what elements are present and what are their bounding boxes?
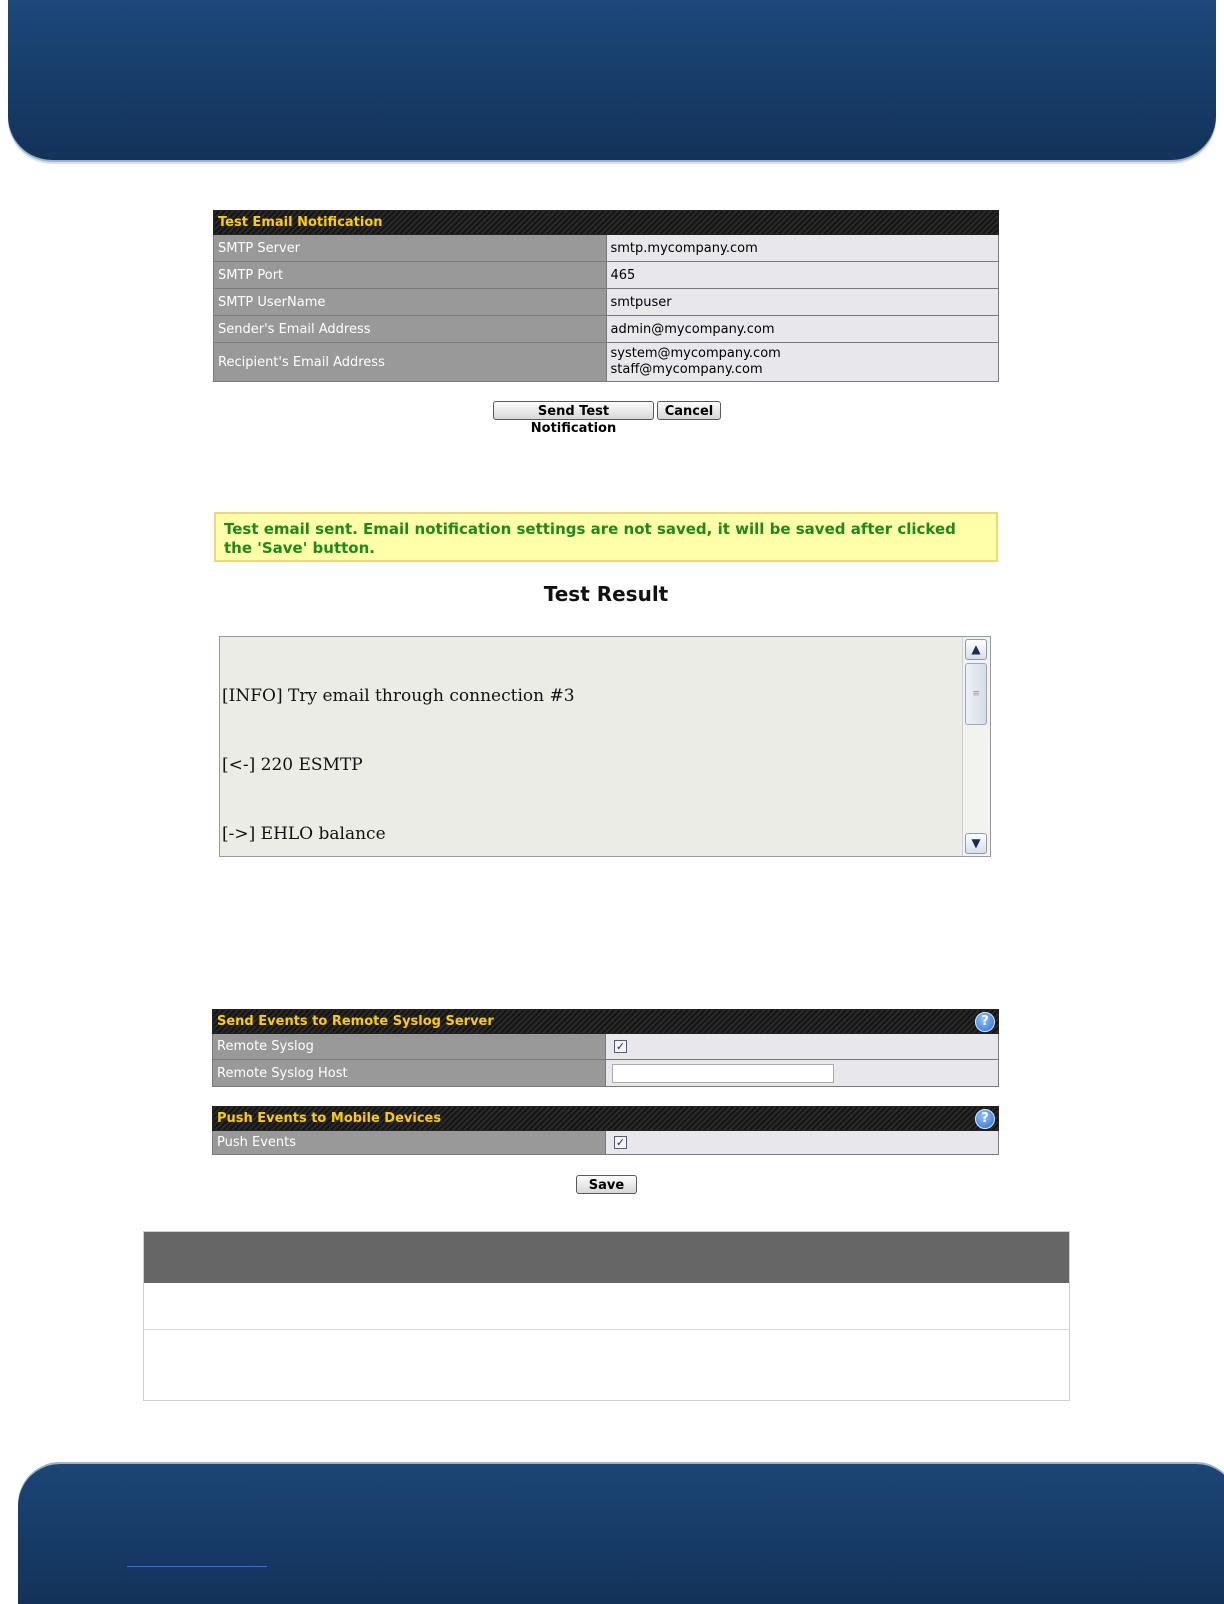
table-row — [213, 1034, 999, 1060]
chevron-down-icon[interactable]: ▼ — [965, 833, 987, 854]
empty-table-header — [144, 1232, 1069, 1283]
test-result-log[interactable] — [219, 636, 991, 857]
syslog-title: Send Events to Remote Syslog Server — [217, 1014, 494, 1029]
remote-syslog-host-label: Remote Syslog Host — [213, 1060, 606, 1087]
recipient-email-value — [606, 343, 999, 382]
remote-syslog-host-input[interactable] — [612, 1064, 834, 1083]
remote-syslog-checkbox[interactable]: ✓ — [615, 1040, 626, 1053]
cancel-button[interactable]: Cancel — [657, 401, 721, 420]
push-events-table — [212, 1106, 999, 1155]
push-title: Push Events to Mobile Devices — [217, 1111, 442, 1126]
log-scrollbar[interactable] — [962, 637, 990, 856]
chevron-up-icon[interactable]: ▲ — [965, 639, 987, 660]
log-text — [222, 639, 962, 857]
footer-link-underline[interactable] — [127, 1566, 267, 1567]
smtp-port-label: SMTP Port — [214, 262, 607, 289]
sender-email-value: admin@mycompany.com — [606, 316, 999, 343]
syslog-table — [212, 1009, 999, 1087]
table-row — [213, 1060, 999, 1087]
top-banner — [8, 0, 1216, 160]
help-icon[interactable]: ? — [975, 1012, 995, 1032]
syslog-header — [213, 1010, 999, 1034]
smtp-username-value: smtpuser — [606, 289, 999, 316]
bottom-banner — [18, 1464, 1224, 1604]
smtp-port-value: 465 — [606, 262, 999, 289]
status-notice: Test email sent. Email notification settings are not saved, it will be saved after clicked the 'Save' button. — [214, 512, 998, 562]
help-icon[interactable]: ? — [975, 1109, 995, 1129]
test-result-title: Test Result — [543, 582, 669, 606]
sender-email-label: Sender's Email Address — [214, 316, 607, 343]
table-row — [214, 289, 999, 316]
table-row — [213, 1131, 999, 1155]
smtp-server-value: smtp.mycompany.com — [606, 235, 999, 262]
smtp-server-label: SMTP Server — [214, 235, 607, 262]
table-row — [214, 316, 999, 343]
recipient-email-1: system@mycompany.com — [610, 346, 781, 361]
table-row — [144, 1283, 1069, 1330]
recipient-email-2: staff@mycompany.com — [610, 362, 763, 377]
table-row — [214, 343, 999, 382]
remote-syslog-label: Remote Syslog — [213, 1034, 606, 1060]
push-events-label: Push Events — [213, 1131, 606, 1155]
log-line: [INFO] Try email through connection #3 — [222, 686, 575, 706]
empty-table — [143, 1231, 1070, 1401]
test-email-title: Test Email Notification — [214, 211, 999, 235]
push-events-checkbox[interactable]: ✓ — [615, 1136, 626, 1149]
table-row — [214, 235, 999, 262]
scrollbar-thumb[interactable]: ≡ — [965, 663, 987, 725]
log-line: [<-] 220 ESMTP — [222, 755, 363, 775]
save-button[interactable]: Save — [576, 1175, 637, 1194]
table-row — [214, 262, 999, 289]
test-email-table — [213, 210, 999, 382]
recipient-email-label: Recipient's Email Address — [214, 343, 607, 382]
remote-syslog-host-value — [606, 1060, 999, 1087]
log-line: [->] EHLO balance — [222, 824, 386, 844]
smtp-username-label: SMTP UserName — [214, 289, 607, 316]
push-events-value — [606, 1131, 999, 1155]
push-header — [213, 1107, 999, 1131]
send-test-notification-button[interactable]: Send Test Notification — [493, 401, 654, 420]
remote-syslog-value — [606, 1034, 999, 1060]
